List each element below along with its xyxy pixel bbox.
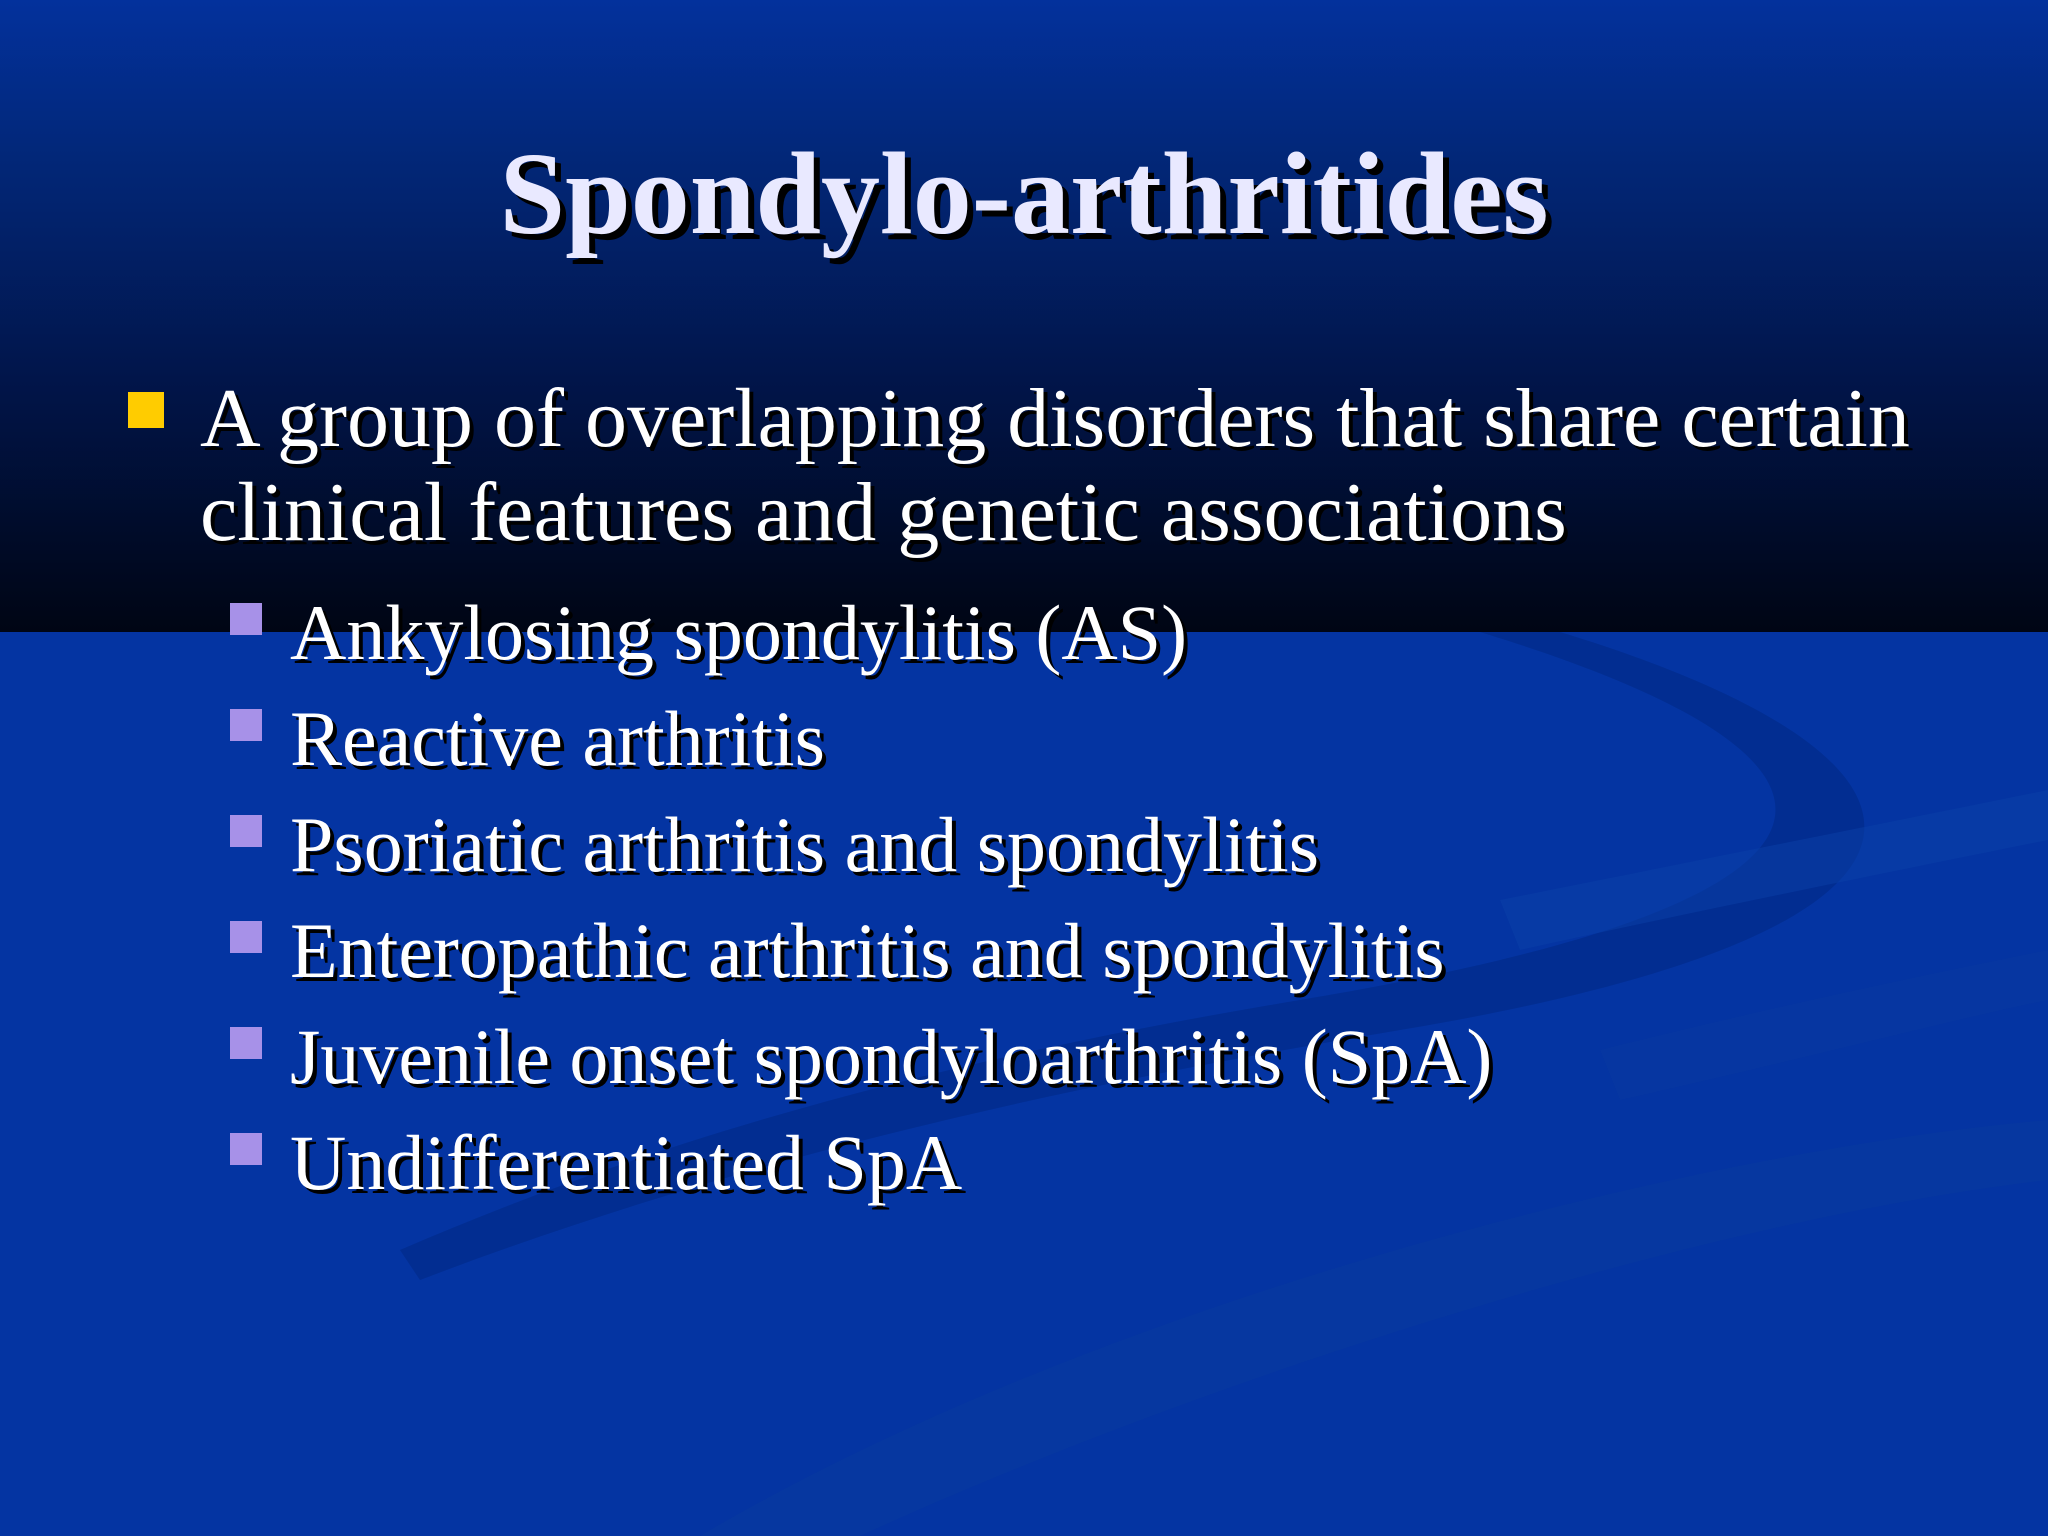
main-bullet-marker: [128, 392, 164, 428]
list-item: [0, 898, 2048, 1004]
sub-bullet-marker: [230, 603, 262, 635]
sub-bullet-text: Ankylosing spondylitis (AS): [290, 589, 1188, 676]
list-item: [0, 580, 2048, 686]
sub-bullet-marker: [230, 921, 262, 953]
sub-bullet-text: Enteropathic arthritis and spondylitis: [290, 907, 1445, 994]
slide-title: Spondylo-arthritides: [499, 128, 1549, 259]
sub-bullet-text: Undifferentiated SpA: [290, 1119, 963, 1206]
sub-bullet-text: Reactive arthritis: [290, 695, 825, 782]
sub-bullet-marker: [230, 1027, 262, 1059]
main-bullet-text: A group of overlapping disorders that share certain clinical features and genetic associations: [200, 372, 1910, 559]
list-item: [0, 792, 2048, 898]
list-item: [0, 1004, 2048, 1110]
list-item: [0, 686, 2048, 792]
sub-bullet-text: Psoriatic arthritis and spondylitis: [290, 801, 1320, 888]
sub-bullet-marker: [230, 709, 262, 741]
sub-bullet-marker: [230, 1133, 262, 1165]
sub-bullet-text: Juvenile onset spondyloarthritis (SpA): [290, 1013, 1493, 1100]
sub-bullet-marker: [230, 815, 262, 847]
list-item: [0, 1110, 2048, 1216]
